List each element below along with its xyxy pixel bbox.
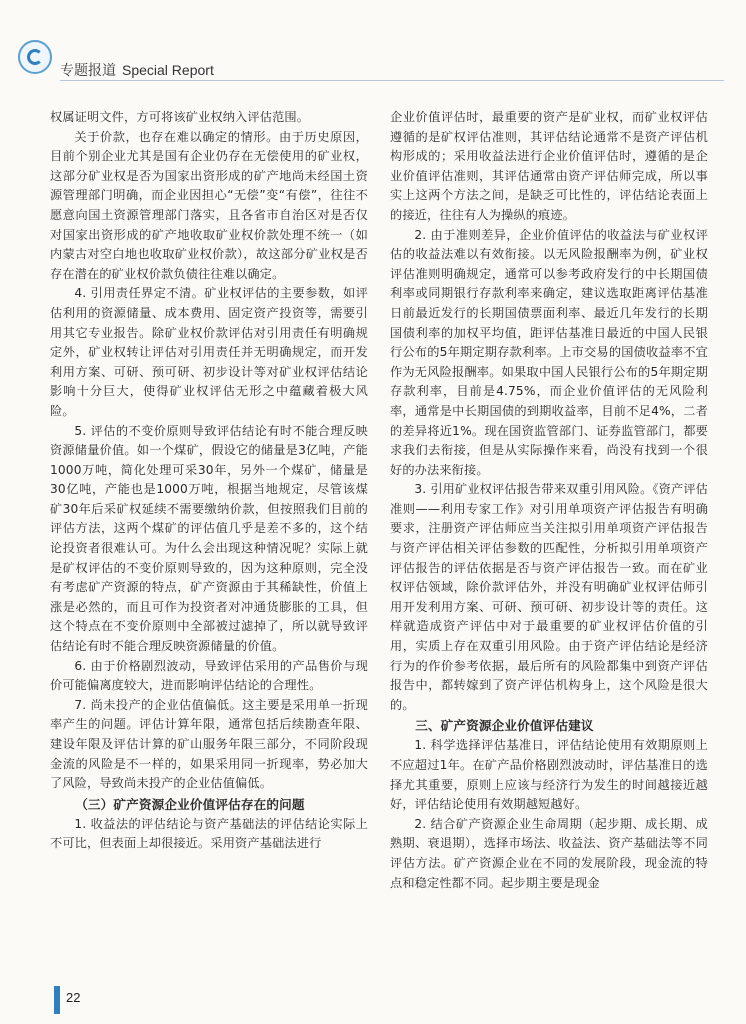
page-number: 22 [66,990,81,1005]
section-title-en: Special Report [122,62,214,78]
journal-logo-icon [18,40,52,74]
paragraph: 7. 尚未投产的企业估值偏低。这主要是采用单一折现率产生的问题。评估计算年限，通常包括后续勘查年限、建设年限及评估计算的矿山服务年限三部分，不同阶段现金流的风险是不一样的，如果采用同一折现率，势必加大了风险，导致尚未投产的企业估值偏低。 [50,697,368,791]
paragraph: 5. 评估的不变价原则导致评估结论有时不能合理反映资源储量价值。如一个煤矿，假设它的储量是3亿吨，产能1000万吨，简化处理可采30年，另外一个煤矿，储量是30亿吨，产能也是1000万吨，根据当地规定，尽管该煤矿30年后采矿权延续不需要缴纳价款，但按照我们目前的评估方法，这两个煤矿的评估值几乎是差不多的，这个结论投资者很难认可。为什么会出现这种情况呢？实际上就是矿权评估的不变价原则导致的，因为这种原则，完全没有考虑矿产资源的特点，矿产资源由于其稀缺性，价值上涨是必然的，而且可作为投资者对冲通货膨胀的工具，但这个特点在不变价原则中全部被过滤掉了，所以就导致评估结论有时不能合理反映资源储量的价值。 [50,423,368,654]
paragraph: 2. 由于准则差异，企业价值评估的收益法与矿业权评估的收益法难以有效衔接。以无风险报酬率为例，矿业权评估准则明确规定，通常可以参考政府发行的中长期国债利率或同期银行存款利率来确定，建议选取距离评估基准日前最近发行的长期国债票面利率、最近几年发行的长期国债利率的加权平均值，距评估基准日最近的中国人民银行公布的5年期定期存款利率。上市交易的国债收益率不宜作为无风险报酬率。如果取中国人民银行公布的5年期定期存款利率，目前是4.75%，而企业价值评估的无风险利率，通常是中长期国债的到期收益率，目前不足4%，二者的差异将近1%。现在国资监管部门、证券监管部门，都要求我们去衔接，但是从实际操作来看，尚没有找到一个很好的办法来衔接。 [390,227,708,477]
right-text-column [390,108,708,893]
paragraph: 关于价款，也存在难以确定的情形。由于历史原因，目前个别企业尤其是国有企业仍存在无偿使用的矿业权，这部分矿业权是否为国家出资形成的矿产地尚未经国土资源管理部门明确，而企业因担心“无偿”变“有偿”，往往不愿意向国土资源管理部门落实，且各省市自治区对是否仅对国家出资形成的矿产地收取矿业权价款处理不统一（如内蒙古对空白地也收取矿业权价款），故这部分矿业权是否存在潜在的矿业权价款负债往往难以确定。 [50,129,368,281]
paragraph: 权属证明文件，方可将该矿业权纳入评估范围。 [50,110,310,124]
paragraph: 3. 引用矿业权评估报告带来双重引用风险。《资产评估准则——利用专家工作》对引用单项资产评估报告有明确要求，注册资产评估师应当关注拟引用单项资产评估报告与资产评估相关评估参数的匹配性，分析拟引用单项资产评估报告的评估依据是否与资产评估报告一致。而在矿业权评估领域，除价款评估外，并没有明确矿业权评估师引用开发利用方案、可研、预可研、初步设计等的责任。这样就造成资产评估中对于最重要的矿业权评估价值的引用，实质上存在双重引用风险。由于资产评估结论是经济行为的作价参考依据，最后所有的风险都集中到资产评估报告中，都转嫁到了资产评估机构身上，这个风险是很大的。 [390,482,709,712]
section-title-cn: 专题报道 [60,63,116,79]
section-heading: （三）矿产资源企业价值评估存在的问题 [75,796,305,812]
paragraph: 2. 结合矿产资源企业生命周期（起步期、成长期、成熟期、衰退期），选择市场法、收益法、资产基础法等不同评估方法。矿产资源企业在不同的发展阶段，现金流的特点和稳定性都不同。起步期主要是现金 [390,816,708,890]
paragraph: 1. 收益法的评估结论与资产基础法的评估结论实际上不可比，但表面上却很接近。采用资产基础法进行 [50,816,368,851]
page-number-bar [54,986,60,1014]
section-heading: 三、矿产资源企业价值评估建议 [415,718,594,734]
header-divider [60,80,724,81]
section-header [60,60,214,80]
paragraph: 企业价值评估时，最重要的资产是矿业权，而矿业权评估遵循的是矿权评估准则，其评估结论通常不是资产评估机构形成的；采用收益法进行企业价值评估时，遵循的是企业价值评估准则，其评估通常由资产评估师完成，所以事实上这两个方法之间，是缺乏可比性的，评估结论表面上的接近，往往有人为操纵的痕迹。 [390,110,708,222]
paragraph: 1. 科学选择评估基准日，评估结论使用有效期原则上不应超过1年。在矿产品价格剧烈波动时，评估基准日的选择尤其重要，原则上应该与经济行为发生的时间越接近越好，评估结论使用有效期越短越好。 [390,738,708,812]
left-text-column [50,108,368,854]
paragraph: 4. 引用责任界定不清。矿业权评估的主要参数，如评估利用的资源储量、成本费用、固定资产投资等，需要引用其它专业报告。除矿业权价款评估对引用责任有明确规定外，矿业权转让评估对引用责任并无明确规定，而开发利用方案、可研、预可研、初步设计等对矿业权评估结论影响十分巨大，使得矿业权评估无形之中蕴藏着极大风险。 [50,286,368,418]
paragraph: 6. 由于价格剧烈波动，导致评估采用的产品售价与现价可能偏离度较大，进而影响评估结论的合理性。 [50,658,368,693]
